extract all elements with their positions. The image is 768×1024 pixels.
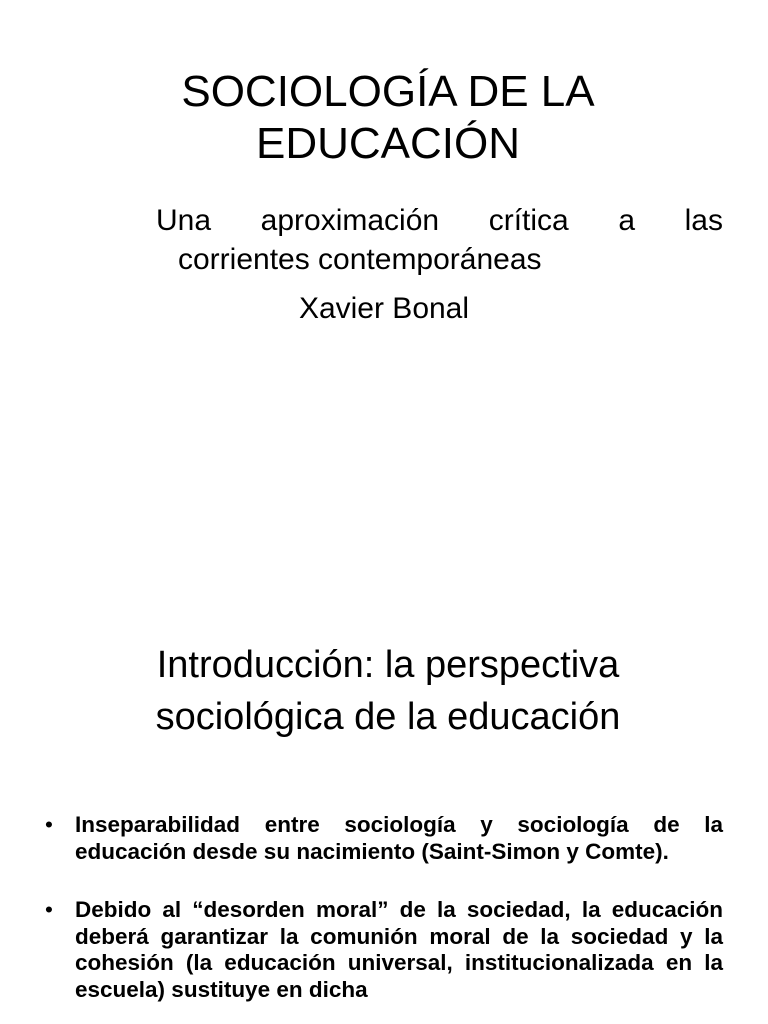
bullet-item <box>45 812 723 865</box>
bullet-icon: • <box>45 897 53 922</box>
subtitle-line-2: corrientes contemporáneas <box>178 243 542 276</box>
bullet-icon: • <box>45 812 53 837</box>
bullet-item <box>45 897 723 1003</box>
author-name: Xavier Bonal <box>298 292 470 325</box>
bullet-list <box>45 812 723 1024</box>
bullet-text: Inseparabilidad entre sociología y sociología de la educación desde su nacimiento (Saint-Simon y Comte). <box>75 812 723 864</box>
presentation-title-line-2: EDUCACIÓN <box>255 119 521 168</box>
presentation-title-line-1: SOCIOLOGÍA DE LA <box>181 67 595 116</box>
section-title-line-2: sociológica de la educación <box>155 696 621 738</box>
bullet-text: Debido al “desorden moral” de la sociedad, la educación deberá garantizar la comunión moral de la sociedad y la cohesión (la educación universal, institucionalizada en la escuela) sustituye en dicha <box>75 897 723 1002</box>
subtitle-line-1: Una aproximación crítica a las <box>156 204 723 237</box>
section-title <box>0 639 768 743</box>
section-title-line-1: Introducción: la perspectiva <box>156 644 620 686</box>
